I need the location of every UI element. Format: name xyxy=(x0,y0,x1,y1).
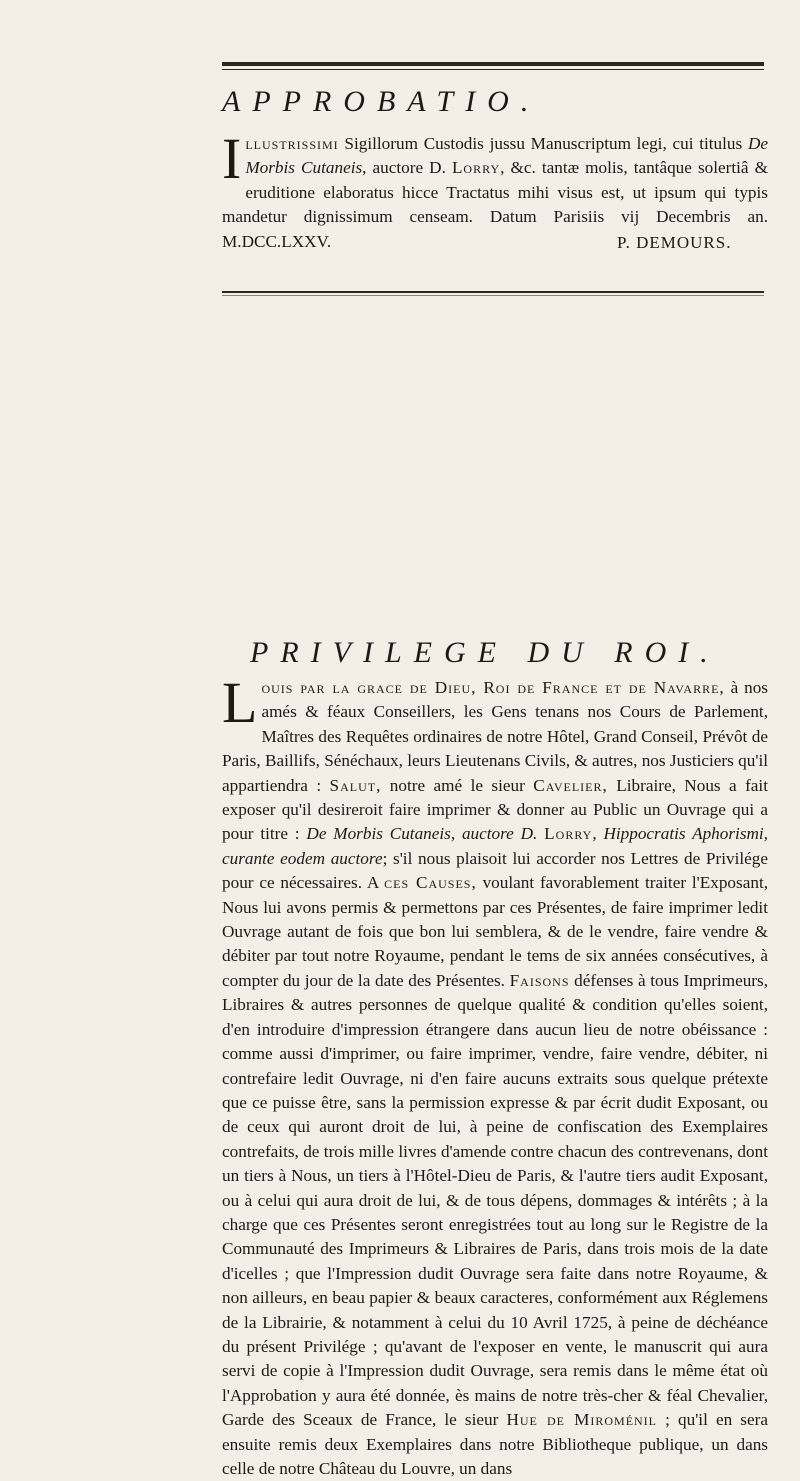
top-rule-thin xyxy=(222,69,764,70)
approbatio-title: APPROBATIO. xyxy=(222,85,541,118)
top-rule xyxy=(222,62,764,66)
signature: P. DEMOURS. xyxy=(617,233,732,252)
approbatio-text: Illustrissimi Sigillorum Custodis jussu Manuscriptum legi, cui titulus De Morbis Cutaneis, auctore D. Lorry, &c. tantæ molis, tantâque solertiâ & eruditione elaboratus hicce Tractatus mihi visus est, ut ipsum qui typis mandetur dignissimum censeam. Datum Parisiis vij Decembris an. M.DCC.LXXV. xyxy=(222,126,768,251)
privilege-text: Louis par la grace de Dieu, Roi de France et de Navarre, à nos amés & féaux Conseillers, les Gens tenans nos Cours de Parlement, Maîtres des Requêtes ordinaires de notre Hôtel, Grand Conseil, Prévôt de Paris, Baillifs, Sénéchaux, leurs Lieutenans Civils, & autres, nos Justiciers qu'il appartiendra : Salut, notre amé le sieur Cavelier, Libraire, Nous a fait exposer qu'il desireroit faire imprimer & donner au Public un Ouvrage qui a pour titre : De Morbis Cutaneis, auctore D. Lorry, Hippocratis Aphorismi, curante eodem auctore; s'il nous plaisoit lui accorder nos Lettres de Privilége pour ce nécessaires. A ces Causes, voulant favorablement traiter l'Exposant, Nous lui avons permis & permettons par ces Présentes, de faire imprimer ledit Ouvrage autant de fois que bon lui semblera, & de le vendre, faire vendre & débiter par tout notre Royaume, pendant le tems de six années consécutives, à compter du jour de la date des Présentes. Faisons défenses à tous Imprimeurs, Libraires & autres personnes de quelque qualité & condition qu'elles soient, d'en introduire d'impression étrangere dans aucun lieu de notre obéissance : comme aussi d'imprimer, ou faire imprimer, vendre, faire vendre, débiter, ni contrefaire ledit Ouvrage, ni d'en faire aucuns extraits sous quelque prétexte que ce puisse être, sans la permission expresse & par écrit dudit Exposant, ou de ceux qui auront droit de lui, à peine de confiscation des Exemplaires contrefaits, de trois mille livres d'amende contre chacun des contrevenans, dont un tiers à Nous, un tiers à l'Hôtel-Dieu de Paris, & l'autre tiers audit Exposant, ou à celui qui aura droit de lui, & de tous dépens, dommages & intérêts ; à la charge que ces Présentes seront enregistrées tout au long sur le Registre de la Communauté des Imprimeurs & Libraires de Paris, dans trois mois de la date d'icelles ; que l'Impression dudit Ouvrage sera faite dans notre Royaume, & non ailleurs, en beau papier & beaux caracteres, conformément aux Réglemens de la Librairie, & notamment à celui du 10 Avril 1725, à peine de déchéance du présent Privilége ; qu'avant de l'exposer en vente, le manuscrit qui aura servi de copie à l'Impression dudit Ouvrage, sera remis dans le même état où l'Approbation y aura été donnée, ès mains de notre très-cher & féal Chevalier, Garde des Sceaux de France, le sieur Hue de Miroménil ; qu'il en sera ensuite remis deux Exemplaires dans notre Bibliotheque publique, un dans celle de notre Château du Louvre, un dans xyxy=(222,670,769,1478)
drop-cap: L xyxy=(222,670,258,735)
section-divider xyxy=(222,291,764,293)
drop-cap: I xyxy=(222,126,242,191)
privilege-title: PRIVILEGE DU ROI. xyxy=(250,636,720,669)
section-divider-thin xyxy=(222,295,764,296)
